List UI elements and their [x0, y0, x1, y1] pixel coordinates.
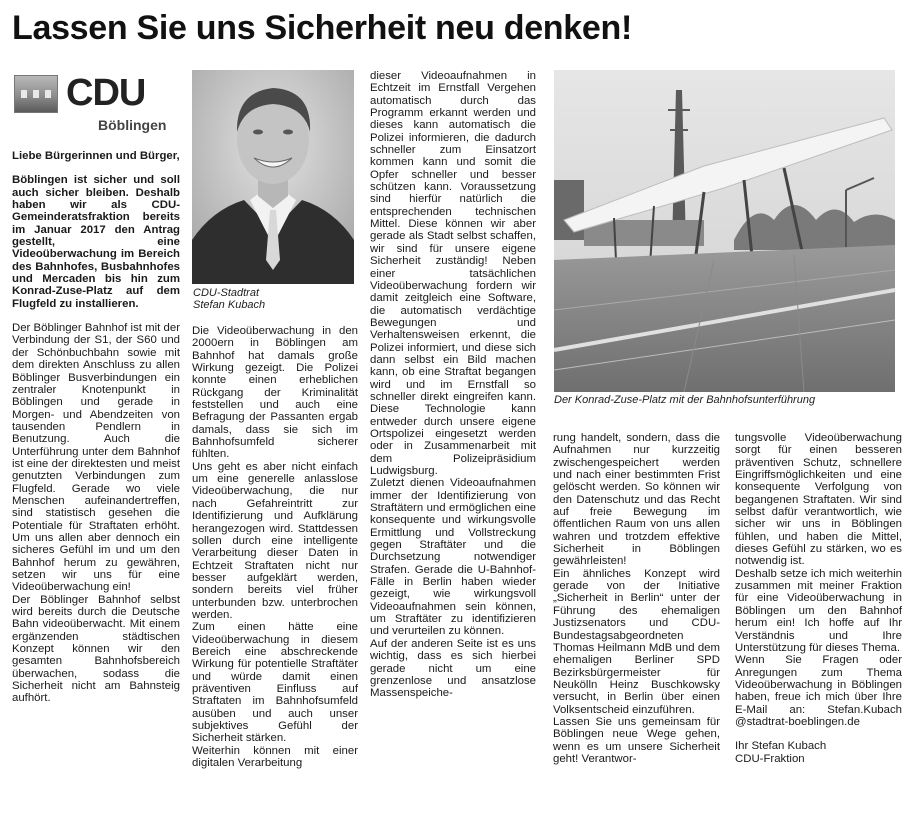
body-paragraph: Weiterhin können mit einer digitalen Verarbeitung: [192, 744, 358, 770]
portrait-caption: [193, 287, 353, 311]
body-paragraph: Uns geht es aber nicht einfach um eine generelle anlasslose Videoüberwachung, die nur nach Gefahreintritt zur Identifizierung und Aufklärung herangezogen wird. Stattdessen sollen durch eine intelligente Verarbeitung dieser Daten in Echtzeit Straftaten nicht nur besser aufgeklärt werden, sondern bereits viel früher unterbunden bzw. unterbrochen werden.: [192, 460, 358, 621]
article-column-1: [12, 150, 180, 832]
caption-line: Stefan Kubach: [193, 299, 266, 311]
caption-line: CDU-Stadtrat: [193, 287, 260, 299]
body-paragraph: Auf der anderen Seite ist es uns wichtig, dass es sich hierbei gerade nicht um eine grenzenlose und ansatzlose Massenspeiche-: [370, 637, 536, 700]
body-paragraph: Der Böblinger Bahnhof selbst wird bereits durch die Deutsche Bahn videoüberwacht. Mit einem ergänzenden städtischen Konzept können wir den gesamten Bahnhofsbereich überwachen, sodass die Sicherheit nicht am Bahnsteig aufhört.: [12, 593, 180, 705]
signature-name: Ihr Stefan Kubach: [735, 740, 827, 753]
body-paragraph: Die Videoüberwachung in den 2000ern in Böblingen am Bahnhof hat damals große Wirkung gezeigt. Die Polizei konnte einen erheblichen Rückgang der Kriminalität feststellen und auch eine Befragung der Passanten ergab damals, dass sie sich im Bahnhofsumfeld sicherer fühlten.: [192, 325, 358, 461]
body-paragraph: rung handelt, sondern, dass die Aufnahmen nur kurzzeitig zwischengespeichert werden und nach einer bestimmten Frist gelöscht werden. So können wir den Datenschutz und das Recht auf freie Bewegung im öffentlichen Raum von uns allen wahren und trotzdem effektive Sicherheit in Böblingen gewährleisten!: [553, 432, 720, 568]
article-column-2: [192, 325, 358, 835]
article-column-3: [370, 70, 536, 700]
body-paragraph: Wenn Sie Fragen oder Anregungen zum Thema Videoüberwachung in Böblingen haben, freue ich mich über Ihre E-Mail an: Stefan.Kubach @stadtrat-boeblingen.de: [735, 654, 902, 728]
portrait-photo: [192, 70, 354, 284]
body-paragraph: Lassen Sie uns gemeinsam für Böblingen neue Wege gehen, wenn es um unsere Sicherheit geht! Verantwor-: [553, 715, 720, 765]
konrad-zuse-platz-photo: [554, 70, 895, 392]
body-paragraph: Zuletzt dienen Videoaufnahmen immer der Identifizierung von Straftätern und ermöglichen eine konsequente und wirkungsvolle Ermittlung und Vollstreckung gegen Straftäter und die Durchsetzung notwendiger Strafen. Gerade die U-Bahnhof-Fälle in Berlin haben wieder gezeigt, wie wirkungsvoll Videoaufnahmen sein können, um Straftäter zu identifizieren und verurteilen zu können.: [370, 477, 536, 638]
body-paragraph: dieser Videoaufnahmen in Echtzeit im Ernstfall Vergehen automatisch durch das Programm erkannt werden und dieses kann automatisch die Polizei informieren, die dadurch schneller zum Einsatzort kommen kann und somit die Opfer schneller und besser schützen kann. Voraussetzung sind hierfür natürlich die entsprechenden technischen Mittel. Diese können wir aber gerade als Stadt selbst schaffen, wir sind für unsere eigene Sicherheit zuständig! Neben einer tatsächlichen Videoüberwachung fordern wir damit zeitgleich eine Software, die automatisch verdächtige Bewegungen und Verhaltensweisen erkennt, die Polizei informiert, und diese sich dann selbst ein Bild machen kann, ob eine Straftat begangen wird und im Ernstfall so schneller direkt eingreifen kann. Diese Technologie kann entweder durch unsere eigene Ortspolizei eingesetzt werden oder in Zusammenarbeit mit dem Polizeipräsidium Ludwigsburg.: [370, 70, 536, 477]
photo-caption: Der Konrad-Zuse-Platz mit der Bahnhofsunterführung: [554, 394, 816, 406]
cdu-logo: [14, 73, 174, 139]
party-name: CDU: [66, 72, 146, 114]
headline: Lassen Sie uns Sicherheit neu denken!: [12, 9, 632, 47]
body-paragraph: Deshalb setze ich mich weiterhin zusammen mit meiner Fraktion für eine Videoüberwachung in Böblingen um den Bahnhof herum ein! Ich hoffe auf Ihr Verständnis und Ihre Unterstützung für dieses Thema.: [735, 567, 902, 654]
body-paragraph: tungsvolle Videoüberwachung sorgt für einen besseren präventiven Schutz, schnellere Eingriffsmöglichkeiten und eine konsequente Verfolgung von begangenen Straftaten. Wir sind selbst dafür verantwortlich, wie sicher wir uns in Böblingen fühlen, und haben die Mittel, dieses Gefühl zu stärken, wo es notwendig ist.: [735, 432, 902, 568]
body-paragraph: Zum einen hätte eine Videoüberwachung in diesem Bereich eine abschreckende Wirkung für potentielle Straftäter und würde damit einen präventiven Einfluss auf Straftaten im Bahnhofsumfeld ausüben und auch unser subjektives Gefühl der Sicherheit stärken.: [192, 621, 358, 745]
city-name: Böblingen: [98, 117, 167, 133]
body-paragraph: Ein ähnliches Konzept wird gerade von der Initiative „Sicherheit in Berlin“ unter der Führung des ehemaligen Justizsenators und CDU-Bundestagsabgeordneten Thomas Heilmann MdB und dem ehemaligen Berliner SPD Bezirksbürgermeister für Neukölln Heinz Buschkowsky versucht, in Berlin über einen Volksentscheid einzuführen.: [553, 567, 720, 716]
article-column-4: [553, 432, 720, 832]
article-column-5: [735, 432, 902, 832]
body-paragraph: Der Böblinger Bahnhof ist mit der Verbindung der S1, der S60 und der Schönbuchbahn sowie mit dem direkten Anschluss zu allen Böblinger Busverbindungen ein zentraler Knotenpunkt in Böblingen und gerade in Morgen- und Abendzeiten von tausenden Pendlern in Benutzung. Auch die Unterführung unter dem Bahnhof ist eine der direktesten und meist genutzten Verbindungen zum Flugfeld. Gerade wo viele Menschen aufeinandertreffen, sind statistisch gesehen die Potentiale für Straftaten erhöht. Um uns allen aber dennoch ein sicheres Gefühl im und um den Bahnhof herum zu gewähren, setzen wir uns für eine Videoüberwachung ein!: [12, 322, 180, 594]
city-hall-thumbnail: [14, 75, 58, 113]
signature-group: CDU-Fraktion: [735, 752, 805, 765]
salutation: Liebe Bürgerinnen und Bürger,: [12, 150, 180, 162]
lead-paragraph: Böblingen ist sicher und soll auch sicher bleiben. Deshalb haben wir als CDU-Gemeinderatsfraktion bereits im Januar 2017 den Antrag gestellt, eine Videoüberwachung im Bereich des Bahnhofes, Busbahnhofes und Mercaden bis hin zum Konrad-Zuse-Platz auf dem Flugfeld zu installieren.: [12, 174, 180, 310]
